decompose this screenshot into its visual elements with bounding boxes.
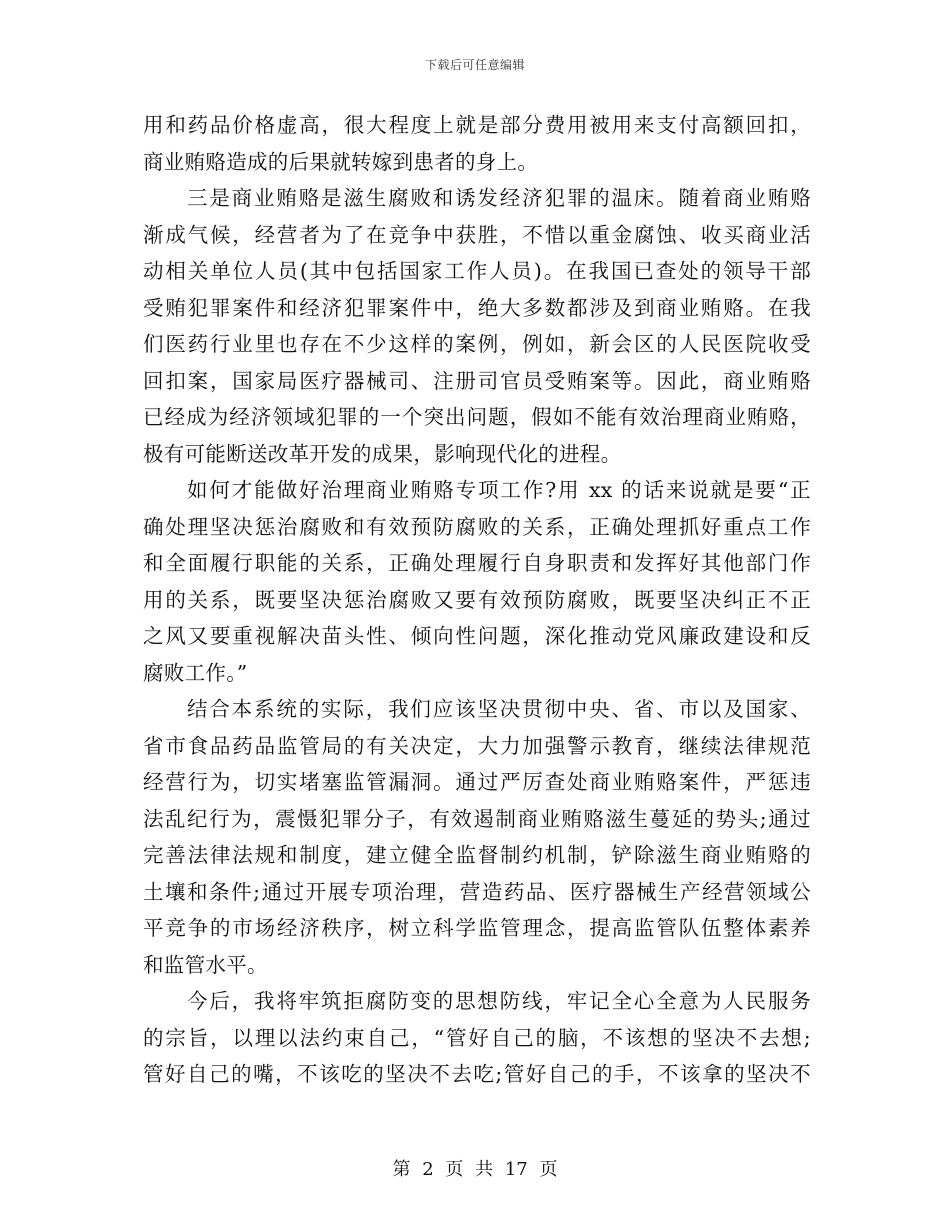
page-number-footer: 第 2 页 共 17 页 [392,1159,558,1180]
paragraph [143,983,811,1093]
text-line: 和监管水平。 [143,952,268,977]
text-line: 土壤和条件;通过开展专项治理，营造药品、医疗器械生产经营领域公 [143,879,811,904]
text-line: 用的关系，既要坚决惩治腐败又要有效预防腐败，既要坚决纠正不正 [143,587,811,612]
text-line: 经营行为，切实堵塞监管漏洞。通过严厉查处商业贿赂案件，严惩违 [143,770,811,794]
text-line: 今后，我将牢筑拒腐防变的思想防线，牢记全心全意为人民服务 [187,989,811,1013]
text-line: 结合本系统的实际，我们应该坚决贯彻中央、省、市以及国家、 [187,697,811,721]
text-line: 回扣案，国家局医疗器械司、注册司官员受贿案等。因此，商业贿赂 [143,368,811,393]
text-line: 省市食品药品监管局的有关决定，大力加强警示教育，继续法律规范 [143,733,811,758]
text-line: 如何才能做好治理商业贿赂专项工作?用 xx 的话来说就是要“正 [187,478,811,502]
text-line: 之风又要重视解决苗头性、倾向性问题，深化推动党风廉政建设和反 [143,624,811,648]
text-line: 渐成气候，经营者为了在竞争中获胜，不惜以重金腐蚀、收买商业活 [143,222,811,247]
text-line: 完善法律法规和制度，建立健全监督制约机制，铲除滋生商业贿赂的 [143,843,811,867]
text-line: 腐败工作。” [143,660,248,685]
paragraph [143,107,811,180]
text-line: 动相关单位人员(其中包括国家工作人员)。在我国已查处的领导干部 [143,259,811,283]
text-line: 管好自己的嘴，不该吃的坚决不去吃;管好自己的手，不该拿的坚决不 [143,1062,811,1086]
text-line: 商业贿赂造成的后果就转嫁到患者的身上。 [143,149,539,174]
paragraph [143,180,811,472]
paragraph [143,472,811,691]
text-line: 已经成为经济领域犯罪的一个突出问题，假如不能有效治理商业贿赂， [143,405,811,429]
text-line: 受贿犯罪案件和经济犯罪案件中，绝大多数都涉及到商业贿赂。在我 [143,295,811,320]
text-line: 确处理坚决惩治腐败和有效预防腐败的关系，正确处理抓好重点工作 [143,514,811,539]
text-line: 极有可能断送改革开发的成果，影响现代化的进程。 [143,441,622,466]
text-line: 法乱纪行为，震慑犯罪分子，有效遏制商业贿赂滋生蔓延的势头;通过 [143,806,811,831]
text-line: 们医药行业里也存在不少这样的案例，例如，新会区的人民医院收受 [143,332,811,356]
page-header: 下载后可任意编辑 [424,58,525,72]
text-line: 和全面履行职能的关系，正确处理履行自身职责和发挥好其他部门作 [143,551,811,575]
document-body [143,107,811,1093]
text-line: 平竞争的市场经济秩序，树立科学监管理念，提高监管队伍整体素养 [143,916,811,940]
text-line: 用和药品价格虚高，很大程度上就是部分费用被用来支付高额回扣， [143,113,811,137]
paragraph [143,691,811,983]
text-line: 的宗旨，以理以法约束自己，“管好自己的脑，不该想的坚决不去想; [143,1025,811,1050]
text-line: 三是商业贿赂是滋生腐败和诱发经济犯罪的温床。随着商业贿赂 [187,186,811,210]
